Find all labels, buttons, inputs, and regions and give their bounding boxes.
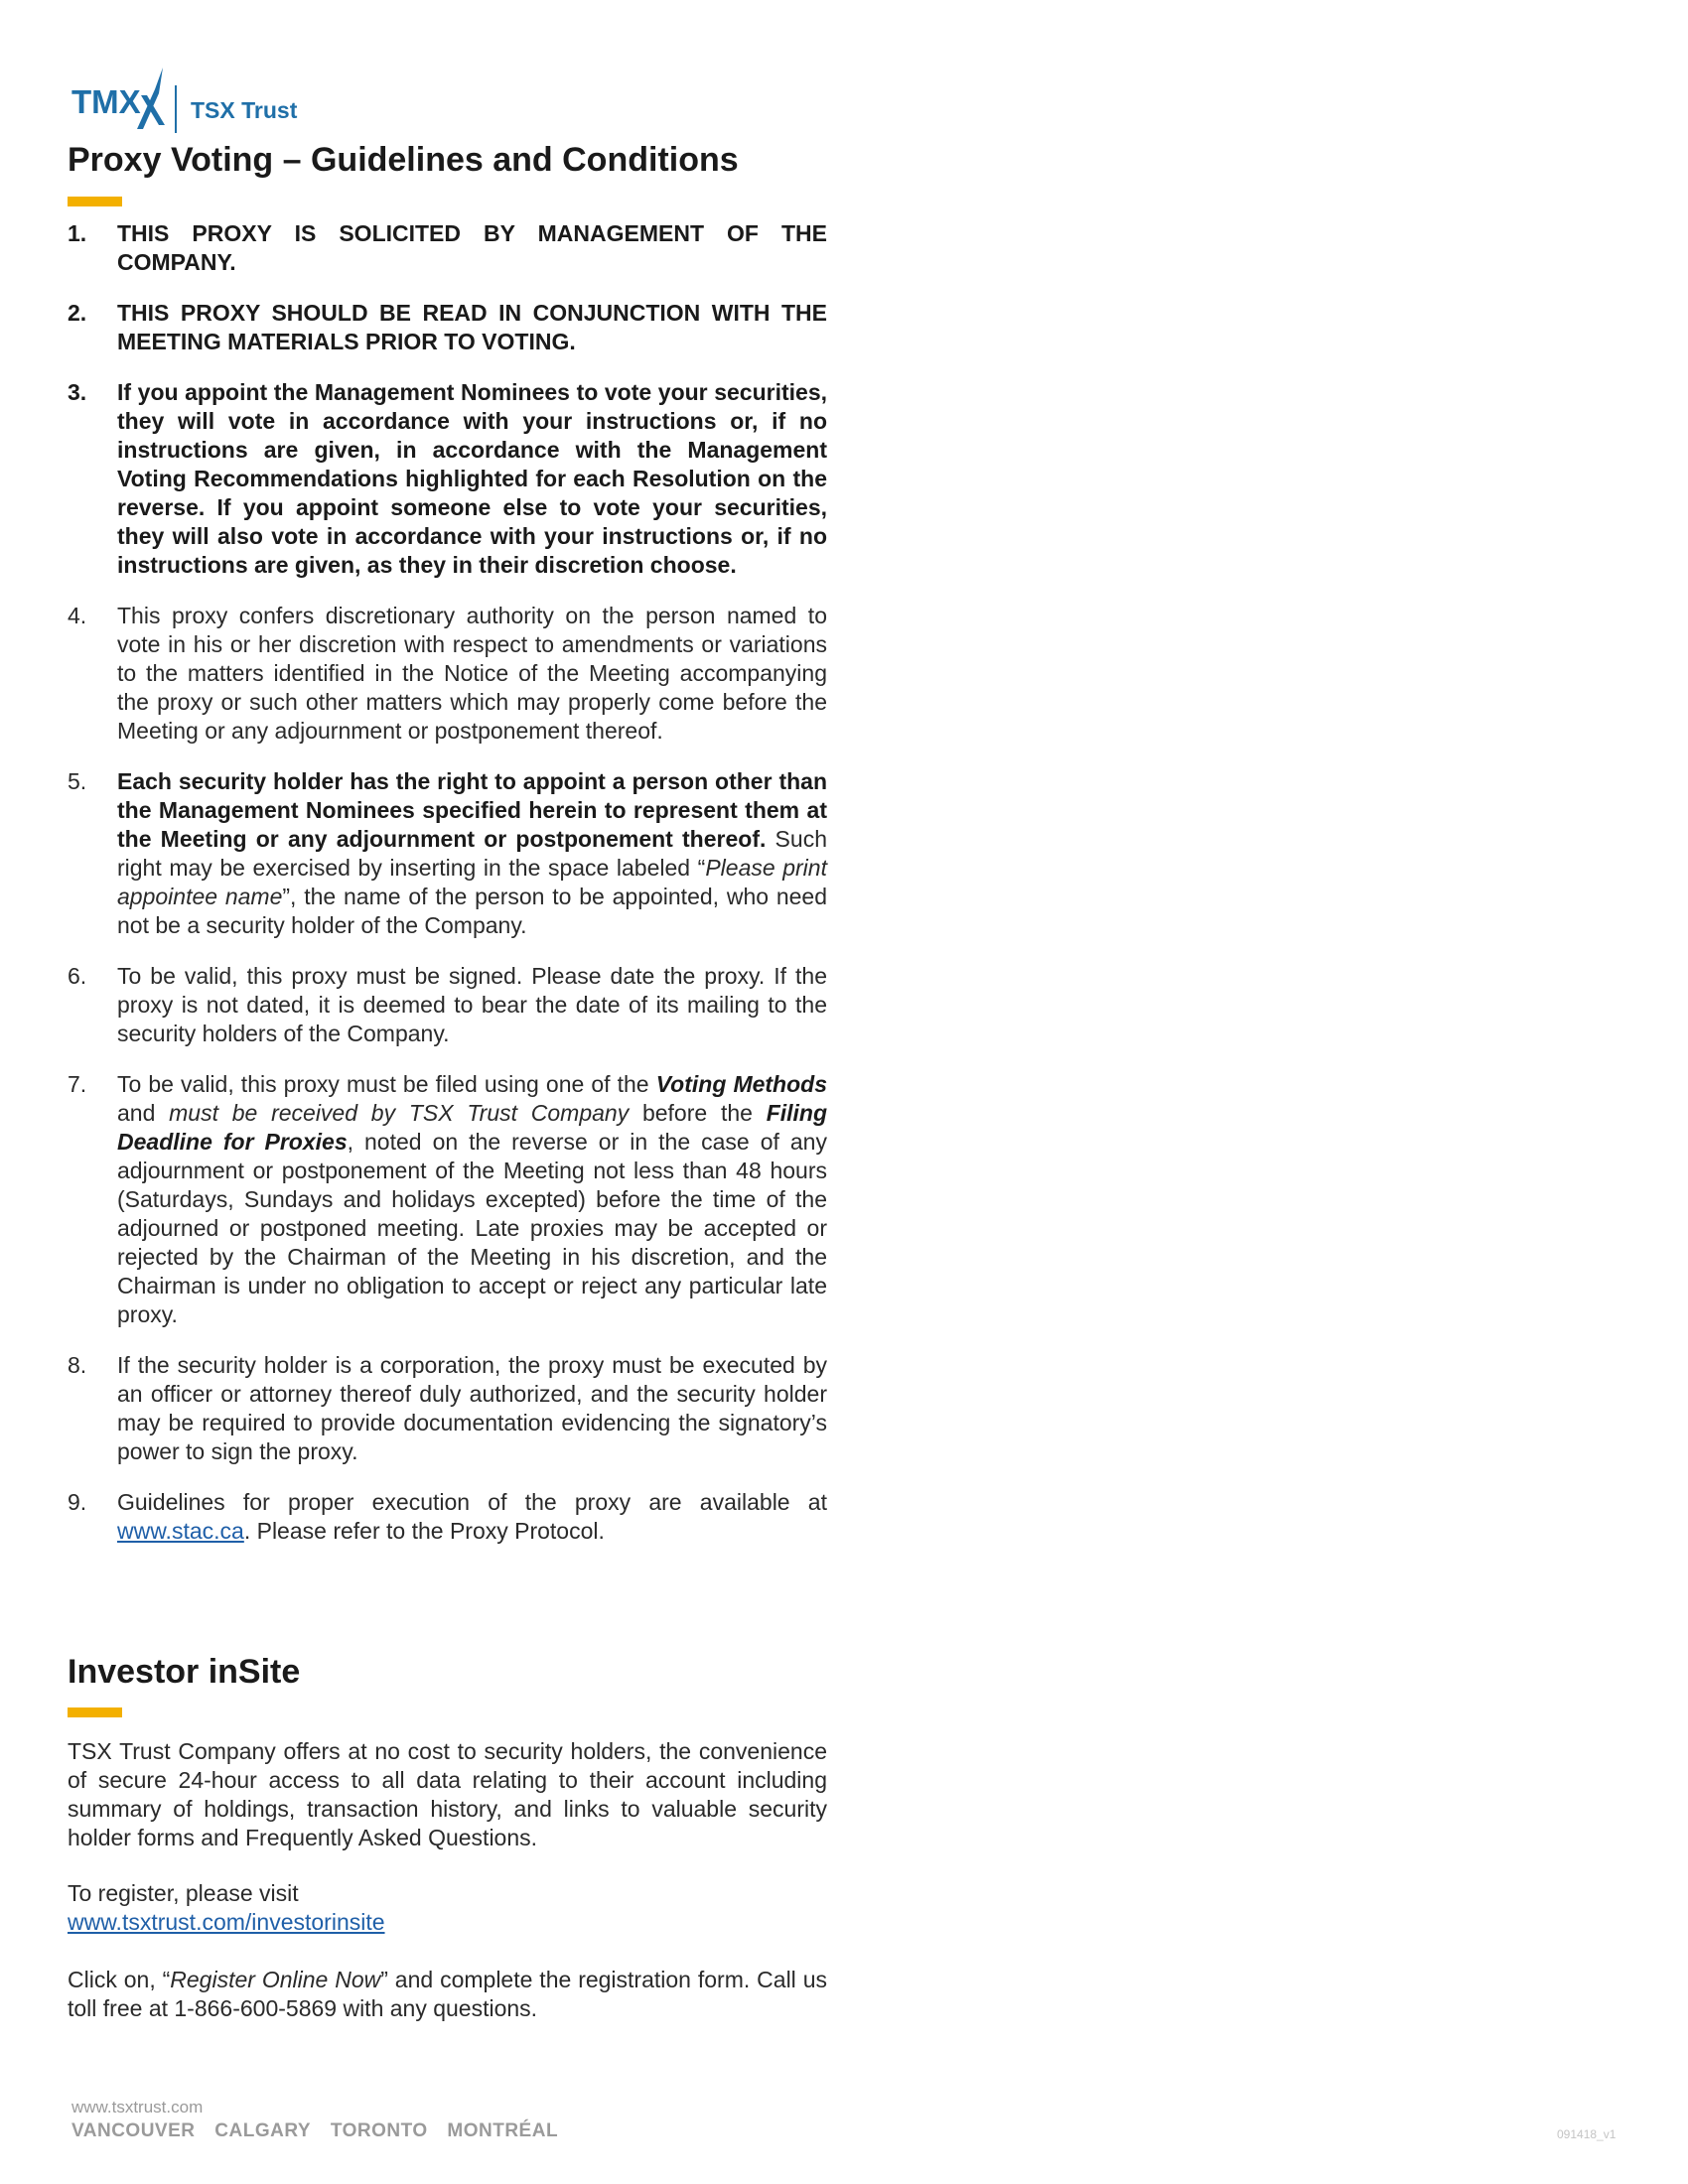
list-item: 5. Each security holder has the right to appoint a person other than the Management Nominees specified herein to represent them at the Meeting or any adjournment or postponement thereof. Such right may be exercised by inserting in the space labeled “Please print appointee name”, the name of the person to be appointed, who need not be a security holder of the Company. [68,768,828,938]
footer-city: VANCOUVER [71,2120,196,2141]
accent-bar [68,1707,122,1717]
list-item: 8. If the security holder is a corporation, the proxy must be executed by an officer or attorney thereof duly authorized, and the security holder may be required to provide documentation evidencing the signatory’s power to sign the proxy. [68,1352,827,1464]
stac-link[interactable]: www.stac.ca [117,1518,244,1544]
footer-cities [71,2120,572,2142]
list-item: 3. If you appoint the Management Nominees to vote your securities, they will vote in accordance with your instructions or, if no instructions are given, in accordance with the Management Voting Recommendations highlighted for each Resolution on the reverse. If you appoint someone else to vote your securities, they will also vote in accordance with your instructions or, if no instructions are given, as they in their discretion choose. [68,379,827,578]
section-title-proxy-voting: Proxy Voting – Guidelines and Conditions [68,141,739,179]
list-item: 1. THIS PROXY IS SOLICITED BY MANAGEMENT OF THE COMPANY. [68,220,827,275]
footer-city: TORONTO [330,2120,428,2141]
list-item: 6. To be valid, this proxy must be signed. Please date the proxy. If the proxy is not dated, it is deemed to bear the date of its mailing to the security holders of the Company. [68,963,827,1046]
section-title-investor-insite: Investor inSite [68,1653,301,1691]
accent-bar [68,197,122,206]
register-instructions: To register, please visit www.tsxtrust.com/investorinsite [68,1880,385,1935]
logo-divider [175,85,177,133]
logo-company-text: TSX Trust [191,97,298,123]
investor-insite-link[interactable]: www.tsxtrust.com/investorinsite [68,1909,385,1935]
guidelines-list [68,219,827,1568]
list-item: 2. THIS PROXY SHOULD BE READ IN CONJUNCTION WITH THE MEETING MATERIALS PRIOR TO VOTING. [68,300,827,354]
logo-swoosh-icon [133,66,169,135]
list-item: 9. Guidelines for proper execution of the proxy are available at www.stac.ca. Please refer to the Proxy Protocol. [68,1489,827,1544]
logo-tmx-text: TMX [71,83,141,120]
footer-url: www.tsxtrust.com [71,2098,204,2116]
footer-city: CALGARY [214,2120,312,2141]
list-item: 7. To be valid, this proxy must be filed using one of the Voting Methods and must be received by TSX Trust Company before the Filing Deadline for Proxies, noted on the reverse or in the case of any adjournment or postponement of the Meeting not less than 48 hours (Saturdays, Sundays and holidays excepted) before the time of the adjourned or postponed meeting. Late proxies may be accepted or rejected by the Chairman of the Meeting in his discretion, and the Chairman is under no obligation to accept or reject any particular late proxy. [68,1071,828,1327]
form-code: 091418_v1 [1557,2127,1617,2141]
footer-city: MONTRÉAL [447,2120,559,2141]
registration-note: Click on, “Register Online Now” and complete the registration form. Call us toll free at 1-866-600-5869 with any questions. [68,1967,827,2021]
investor-insite-intro: TSX Trust Company offers at no cost to security holders, the convenience of secure 24-hour access to all data relating to their account including summary of holdings, transaction history, and links to valuable security holder forms and Frequently Asked Questions. [68,1738,827,1850]
list-item: 4. This proxy confers discretionary authority on the person named to vote in his or her discretion with respect to amendments or variations to the matters identified in the Notice of the Meeting accompanying the proxy or such other matters which may properly come before the Meeting or any adjournment or postponement thereof. [68,603,827,744]
